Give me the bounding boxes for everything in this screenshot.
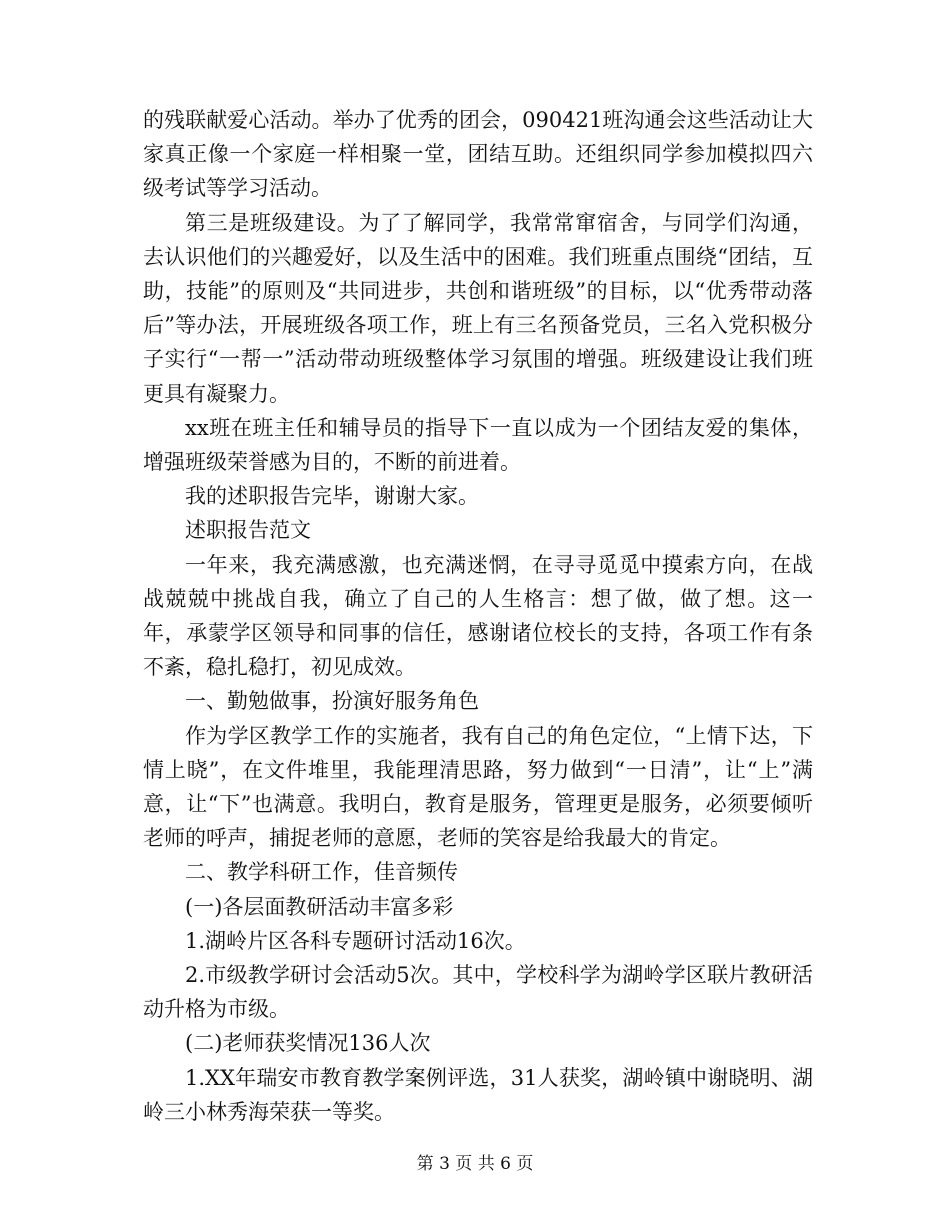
page-number-footer: 第 3 页 共 6 页 bbox=[416, 1154, 534, 1174]
paragraph: xx班在班主任和辅导员的指导下一直以成为一个团结友爱的集体，增强班级荣誉感为目的，不断的前进着。 bbox=[143, 415, 813, 475]
paragraph: 第三是班级建设。为了了解同学，我常常窜宿舍，与同学们沟通，去认识他们的兴趣爱好，以及生活中的困难。我们班重点围绕“团结，互助，技能”的原则及“共同进步，共创和谐班级”的目标，以“优秀带动落后”等办法，开展班级各项工作，班上有三名预备党员，三名入党积极分子实行“一帮一”活动带动班级整体学习氛围的增强。班级建设让我们班更具有凝聚力。 bbox=[143, 210, 813, 406]
list-item: 1.湖岭片区各科专题研讨活动16次。 bbox=[185, 928, 526, 953]
list-item: 2.市级教学研讨会活动5次。其中，学校科学为湖岭学区联片教研活动升格为市级。 bbox=[143, 963, 813, 1022]
subsection-heading: (二)老师获奖情况136人次 bbox=[185, 1031, 431, 1056]
list-item: 1.XX年瑞安市教育教学案例评选，31人获奖，湖岭镇中谢晓明、湖岭三小林秀海荣获一等奖。 bbox=[143, 1065, 813, 1124]
document-body bbox=[143, 103, 813, 1129]
section-heading: 一、勤勉做事，扮演好服务角色 bbox=[185, 689, 479, 714]
section-heading: 述职报告范文 bbox=[185, 518, 311, 543]
paragraph: 一年来，我充满感激，也充满迷惘，在寻寻觅觅中摸索方向，在战战兢兢中挑战自我，确立了自己的人生格言：想了做，做了想。这一年，承蒙学区领导和同事的信任，感谢诸位校长的支持，各项工作有条不紊，稳扎稳打，初见成效。 bbox=[143, 552, 813, 680]
paragraph: 作为学区教学工作的实施者，我有自己的角色定位，“上情下达，下情上晓”，在文件堆里，我能理清思路，努力做到“一日清”，让“上”满意，让“下”也满意。我明白，教育是服务，管理更是服务，必须要倾听老师的呼声，捕捉老师的意愿，老师的笑容是给我最大的肯定。 bbox=[143, 723, 813, 851]
paragraph: 我的述职报告完毕，谢谢大家。 bbox=[185, 484, 479, 509]
section-heading: 二、教学科研工作，佳音频传 bbox=[185, 860, 458, 885]
paragraph: 的残联献爱心活动。举办了优秀的团会，090421班沟通会这些活动让大家真正像一个家庭一样相聚一堂，团结互助。还组织同学参加模拟四六级考试等学习活动。 bbox=[143, 108, 813, 201]
subsection-heading: (一)各层面教研活动丰富多彩 bbox=[185, 894, 454, 919]
